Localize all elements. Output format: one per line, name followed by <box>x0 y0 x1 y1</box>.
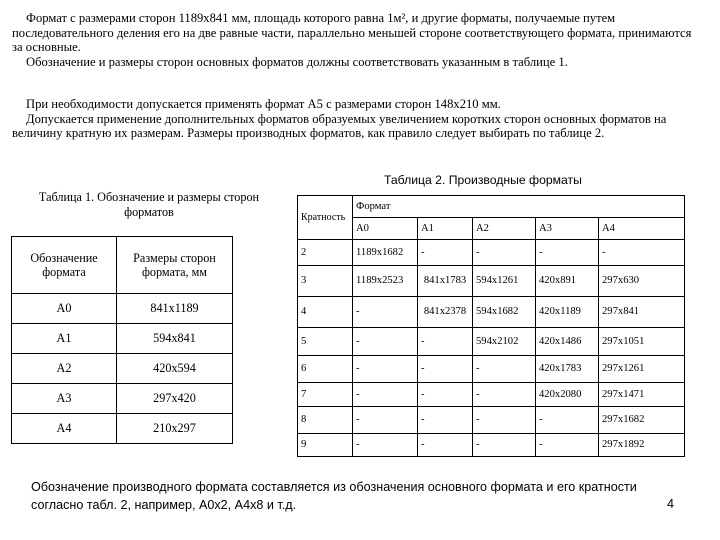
table-cell: - <box>599 240 685 266</box>
table-cell: - <box>353 328 418 356</box>
table-row <box>298 240 685 266</box>
column-header: А2 <box>473 218 536 240</box>
table-cell: - <box>473 407 536 434</box>
table-cell: - <box>353 407 418 434</box>
intro-paragraph-4: Допускается применение дополнительных форматов образуемых увеличением коротких сторон основных форматов на величину кратную их размерам. Размеры производных форматов, как правило следует выбирать по таблице 2. <box>12 111 667 141</box>
table-row <box>298 266 685 297</box>
table-cell: 420x1189 <box>536 297 599 328</box>
table-cell: - <box>353 356 418 383</box>
table-cell: - <box>418 240 473 266</box>
table-cell: 297x841 <box>599 297 685 328</box>
table-header-row <box>298 196 685 218</box>
table-cell: 297x1471 <box>599 383 685 407</box>
table-row <box>12 414 233 444</box>
intro-paragraph-3: При необходимости допускается применять формат А5 с размерами сторон 148x210 мм. <box>26 97 501 111</box>
table-cell: - <box>418 328 473 356</box>
table-cell: 297x630 <box>599 266 685 297</box>
table-cell: - <box>536 434 599 457</box>
table-cell: 8 <box>298 407 353 434</box>
intro-paragraph-1: Формат с размерами сторон 1189x841 мм, площадь которого равна 1м², и другие форматы, получаемые путем последовательного деления его на две равные части, параллельно меньшей стороне соответствующего формата, принимаются за основные. <box>12 11 692 55</box>
table1-caption: Таблица 1. Обозначение и размеры сторон форматов <box>38 190 260 219</box>
table-cell: - <box>536 407 599 434</box>
table-cell: - <box>418 407 473 434</box>
table-cell: 297x1261 <box>599 356 685 383</box>
table-cell: 420x1486 <box>536 328 599 356</box>
table-cell: - <box>353 383 418 407</box>
table-header-row <box>298 218 685 240</box>
extra-formats-block <box>12 97 694 141</box>
table-row <box>12 384 233 414</box>
table-cell: - <box>353 434 418 457</box>
table-cell: 6 <box>298 356 353 383</box>
table-cell: - <box>473 434 536 457</box>
table-cell: 594x1682 <box>473 297 536 328</box>
table2-caption: Таблица 2. Производные форматы <box>384 173 582 187</box>
page-number: 4 <box>667 497 675 511</box>
designation-cell: А3 <box>12 384 117 414</box>
table-cell: 1189x2523 <box>353 266 418 297</box>
table-cell: 9 <box>298 434 353 457</box>
table-cell: 594x2102 <box>473 328 536 356</box>
table-row <box>298 383 685 407</box>
table-cell: - <box>473 240 536 266</box>
table-cell: 297x1051 <box>599 328 685 356</box>
table-cell: 420x891 <box>536 266 599 297</box>
table-row <box>298 297 685 328</box>
table-cell: 5 <box>298 328 353 356</box>
table-row <box>12 324 233 354</box>
table2-derived-formats <box>297 195 685 457</box>
intro-paragraph-2: Обозначение и размеры сторон основных форматов должны соответствовать указанным в таблице 1. <box>26 54 568 69</box>
table-cell: - <box>473 356 536 383</box>
table-cell: 420x1783 <box>536 356 599 383</box>
dimension-cell: 420x594 <box>117 354 233 384</box>
table-cell: - <box>418 383 473 407</box>
table-cell: 420x2080 <box>536 383 599 407</box>
table-cell: 297x1892 <box>599 434 685 457</box>
table-row <box>12 354 233 384</box>
table1-header-designation: Обозначение формата <box>12 237 117 294</box>
table-cell: 7 <box>298 383 353 407</box>
table-row <box>298 407 685 434</box>
table1-header-dimensions: Размеры сторон формата, мм <box>117 237 233 294</box>
designation-cell: А1 <box>12 324 117 354</box>
dimension-cell: 594x841 <box>117 324 233 354</box>
intro-block <box>12 11 694 69</box>
table-cell: 4 <box>298 297 353 328</box>
footer-text: Обозначение производного формата составляется из обозначения основного формата и его кратности согласно табл. 2, например, А0x2, А4x8 и т.д. <box>31 480 637 512</box>
table-row <box>298 328 685 356</box>
table-row <box>298 356 685 383</box>
table-cell: 594x1261 <box>473 266 536 297</box>
dimension-cell: 841x1189 <box>117 294 233 324</box>
table-row <box>12 294 233 324</box>
table-row <box>298 434 685 457</box>
table2-header-format: Формат <box>353 196 685 218</box>
dimension-cell: 297x420 <box>117 384 233 414</box>
dimension-cell: 210x297 <box>117 414 233 444</box>
column-header: А1 <box>418 218 473 240</box>
table-cell: 841x2378 <box>418 297 473 328</box>
table2-header-multiplicity: Кратность <box>298 196 353 240</box>
table-cell: 2 <box>298 240 353 266</box>
table-cell: 1189x1682 <box>353 240 418 266</box>
table-cell: - <box>418 434 473 457</box>
designation-cell: А4 <box>12 414 117 444</box>
table-cell: - <box>353 297 418 328</box>
table-cell: 3 <box>298 266 353 297</box>
column-header: А4 <box>599 218 685 240</box>
designation-cell: А0 <box>12 294 117 324</box>
designation-cell: А2 <box>12 354 117 384</box>
table-header-row <box>12 237 233 294</box>
table-cell: 841x1783 <box>418 266 473 297</box>
column-header: А0 <box>353 218 418 240</box>
table1-main-formats <box>11 236 233 444</box>
table-cell: - <box>418 356 473 383</box>
table-cell: - <box>473 383 536 407</box>
column-header: А3 <box>536 218 599 240</box>
table-cell: - <box>536 240 599 266</box>
table-cell: 297x1682 <box>599 407 685 434</box>
